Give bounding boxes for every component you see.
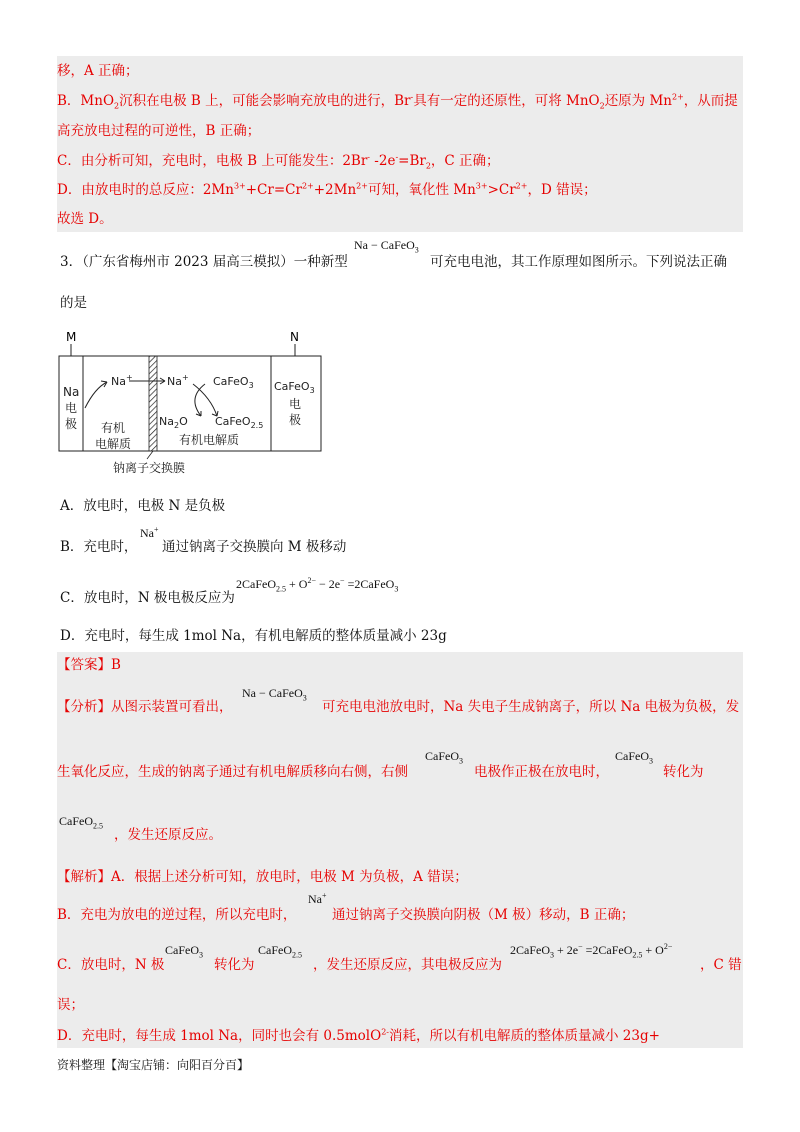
option-b: B．充电时， — [60, 539, 138, 555]
option-d: D．充电时，每生成 1mol Na，有机电解质的整体质量减小 23g — [60, 628, 447, 644]
cafeo3-species: CaFeO$_3$ — [213, 375, 254, 390]
na2o-species: $Na_2O$ — [159, 415, 188, 430]
analysis-line2: 生氧化反应，生成的钠离子通过有机电解质移向右侧，右侧 — [57, 764, 408, 780]
reaction-arrow-left — [195, 384, 205, 416]
membrane-pointer — [147, 451, 153, 459]
explain-c-line2: 误； — [57, 997, 84, 1013]
explain-c-mid2: ，发生还原反应，其电极反应为 — [313, 957, 502, 973]
reaction-arrow-right — [193, 384, 217, 416]
explain-d: D．充电时，每生成 1mol Na，同时也会有 0.5molO$^{2-}$消耗，所以有机电解质的整体质量减小 23g+ — [57, 1027, 660, 1044]
na-electrode-label: 电 — [65, 401, 78, 415]
formula-cafeo3: CaFeO$_3$ — [165, 943, 203, 960]
solution-option-b: B．MnO$_2$沉积在电极 B 上，可能会影响充放电的进行，Br-具有一定的还原性，可将 MnO$_2$还原为 $Mn^{2+}$，从而提 — [57, 92, 738, 111]
explain-a: 【解析】A．根据上述分析可知，放电时，电极 M 为负极，A 错误； — [57, 869, 468, 885]
previous-solution-block — [57, 56, 743, 232]
formula-cafeo25: CaFeO$_{2.5}$ — [258, 943, 302, 960]
analysis-line: 【分析】从图示装置可看出， — [57, 699, 233, 715]
solution-conclusion: 故选 D。 — [57, 211, 113, 227]
option-c: C．放电时，N 极电极反应为 — [60, 590, 235, 606]
formula-cafeo3: CaFeO$_3$ — [425, 749, 463, 766]
analysis-line3: ，发生还原反应。 — [114, 827, 222, 843]
na-electrode-label: Na — [63, 385, 80, 399]
left-electrolyte-label: 有机 — [101, 421, 126, 435]
formula-na-ion: Na+ — [140, 525, 159, 540]
answer-line: 【答案】B — [57, 657, 121, 673]
option-b-cont: 通过钠离子交换膜向 M 极移动 — [162, 539, 347, 555]
explain-b-cont: 通过钠离子交换膜向阴极（M 极）移动，B 正确； — [332, 907, 635, 923]
right-electrolyte-label: 有机电解质 — [179, 433, 240, 447]
explain-c-mid: 转化为 — [214, 957, 255, 973]
ion-exchange-membrane — [149, 356, 157, 451]
formula-cafeo3: CaFeO$_3$ — [615, 749, 653, 766]
solution-option-c: C．由分析可知，充电时，电极 B 上可能发生：2Br- $-2e^-=Br_2$，C 正确； — [57, 152, 500, 171]
cafeo25-species: CaFeO$_{2.5}$ — [215, 415, 264, 430]
formula-cafeo25: CaFeO$_{2.5}$ — [59, 814, 103, 831]
solution-option-b-cont: 高充放电过程的可逆性，B 正确； — [57, 123, 261, 139]
cafeo3-electrode-label: 极 — [289, 413, 302, 427]
solution-line: 移，A 正确； — [57, 63, 139, 79]
na-ion-migration-arrow — [85, 382, 107, 408]
na-ion-left: Na+ — [111, 373, 133, 388]
na-ion-right: Na+ — [167, 373, 189, 388]
cafeo3-electrode-label: CaFeO$_3$ — [274, 380, 315, 395]
cafeo3-electrode-label: 电 — [289, 397, 302, 411]
formula-option-c: 2CaFeO$_{2.5}$ + $O^{2-} - 2e^-$ =2CaFeO$_3$ — [236, 576, 399, 594]
formula-na-cafeo3: Na − CaFeO$_3$ — [354, 238, 419, 255]
solution-option-d: D．由放电时的总反应：$2Mn^{3+}+Cr=Cr^{2+}+2Mn^{2+}$可知，氧化性 $Mn^{3+}>Cr^{2+}$，D 错误； — [57, 181, 597, 198]
analysis-line2-mid: 电极作正极在放电时， — [474, 764, 609, 780]
explain-b: B．充电为放电的逆过程，所以充电时， — [57, 907, 297, 923]
label-n: N — [290, 330, 299, 344]
formula-electrode-reaction: 2CaFeO$_3$ + 2e− =2CaFeO$_{2.5}$ + $O^{2-}$ — [510, 942, 673, 960]
membrane-label: 钠离子交换膜 — [113, 461, 186, 475]
question-stem: 3．（广东省梅州市 2023 届高三模拟）一种新型 — [60, 254, 348, 270]
question-stem-line2: 的是 — [60, 295, 87, 311]
left-electrolyte-label: 电解质 — [95, 437, 132, 451]
explain-c: C．放电时，N 极 — [57, 957, 165, 973]
option-a: A．放电时，电极 N 是负极 — [60, 498, 226, 514]
label-m: M — [66, 330, 77, 344]
formula-na-ion: Na+ — [308, 891, 327, 906]
footer-note: 资料整理【淘宝店铺：向阳百分百】 — [57, 1058, 250, 1072]
analysis-line2-end: 转化为 — [663, 764, 704, 780]
na-electrode-label: 极 — [65, 417, 78, 431]
battery-diagram — [55, 326, 335, 481]
question-stem-cont: 可充电电池，其工作原理如图所示。下列说法正确 — [430, 254, 727, 270]
explain-c-end: ，C 错 — [700, 957, 742, 973]
analysis-line-cont: 可充电电池放电时，Na 失电子生成钠离子，所以 Na 电极为负极，发 — [322, 699, 740, 715]
formula-analysis: Na − CaFeO$_3$ — [242, 686, 307, 703]
